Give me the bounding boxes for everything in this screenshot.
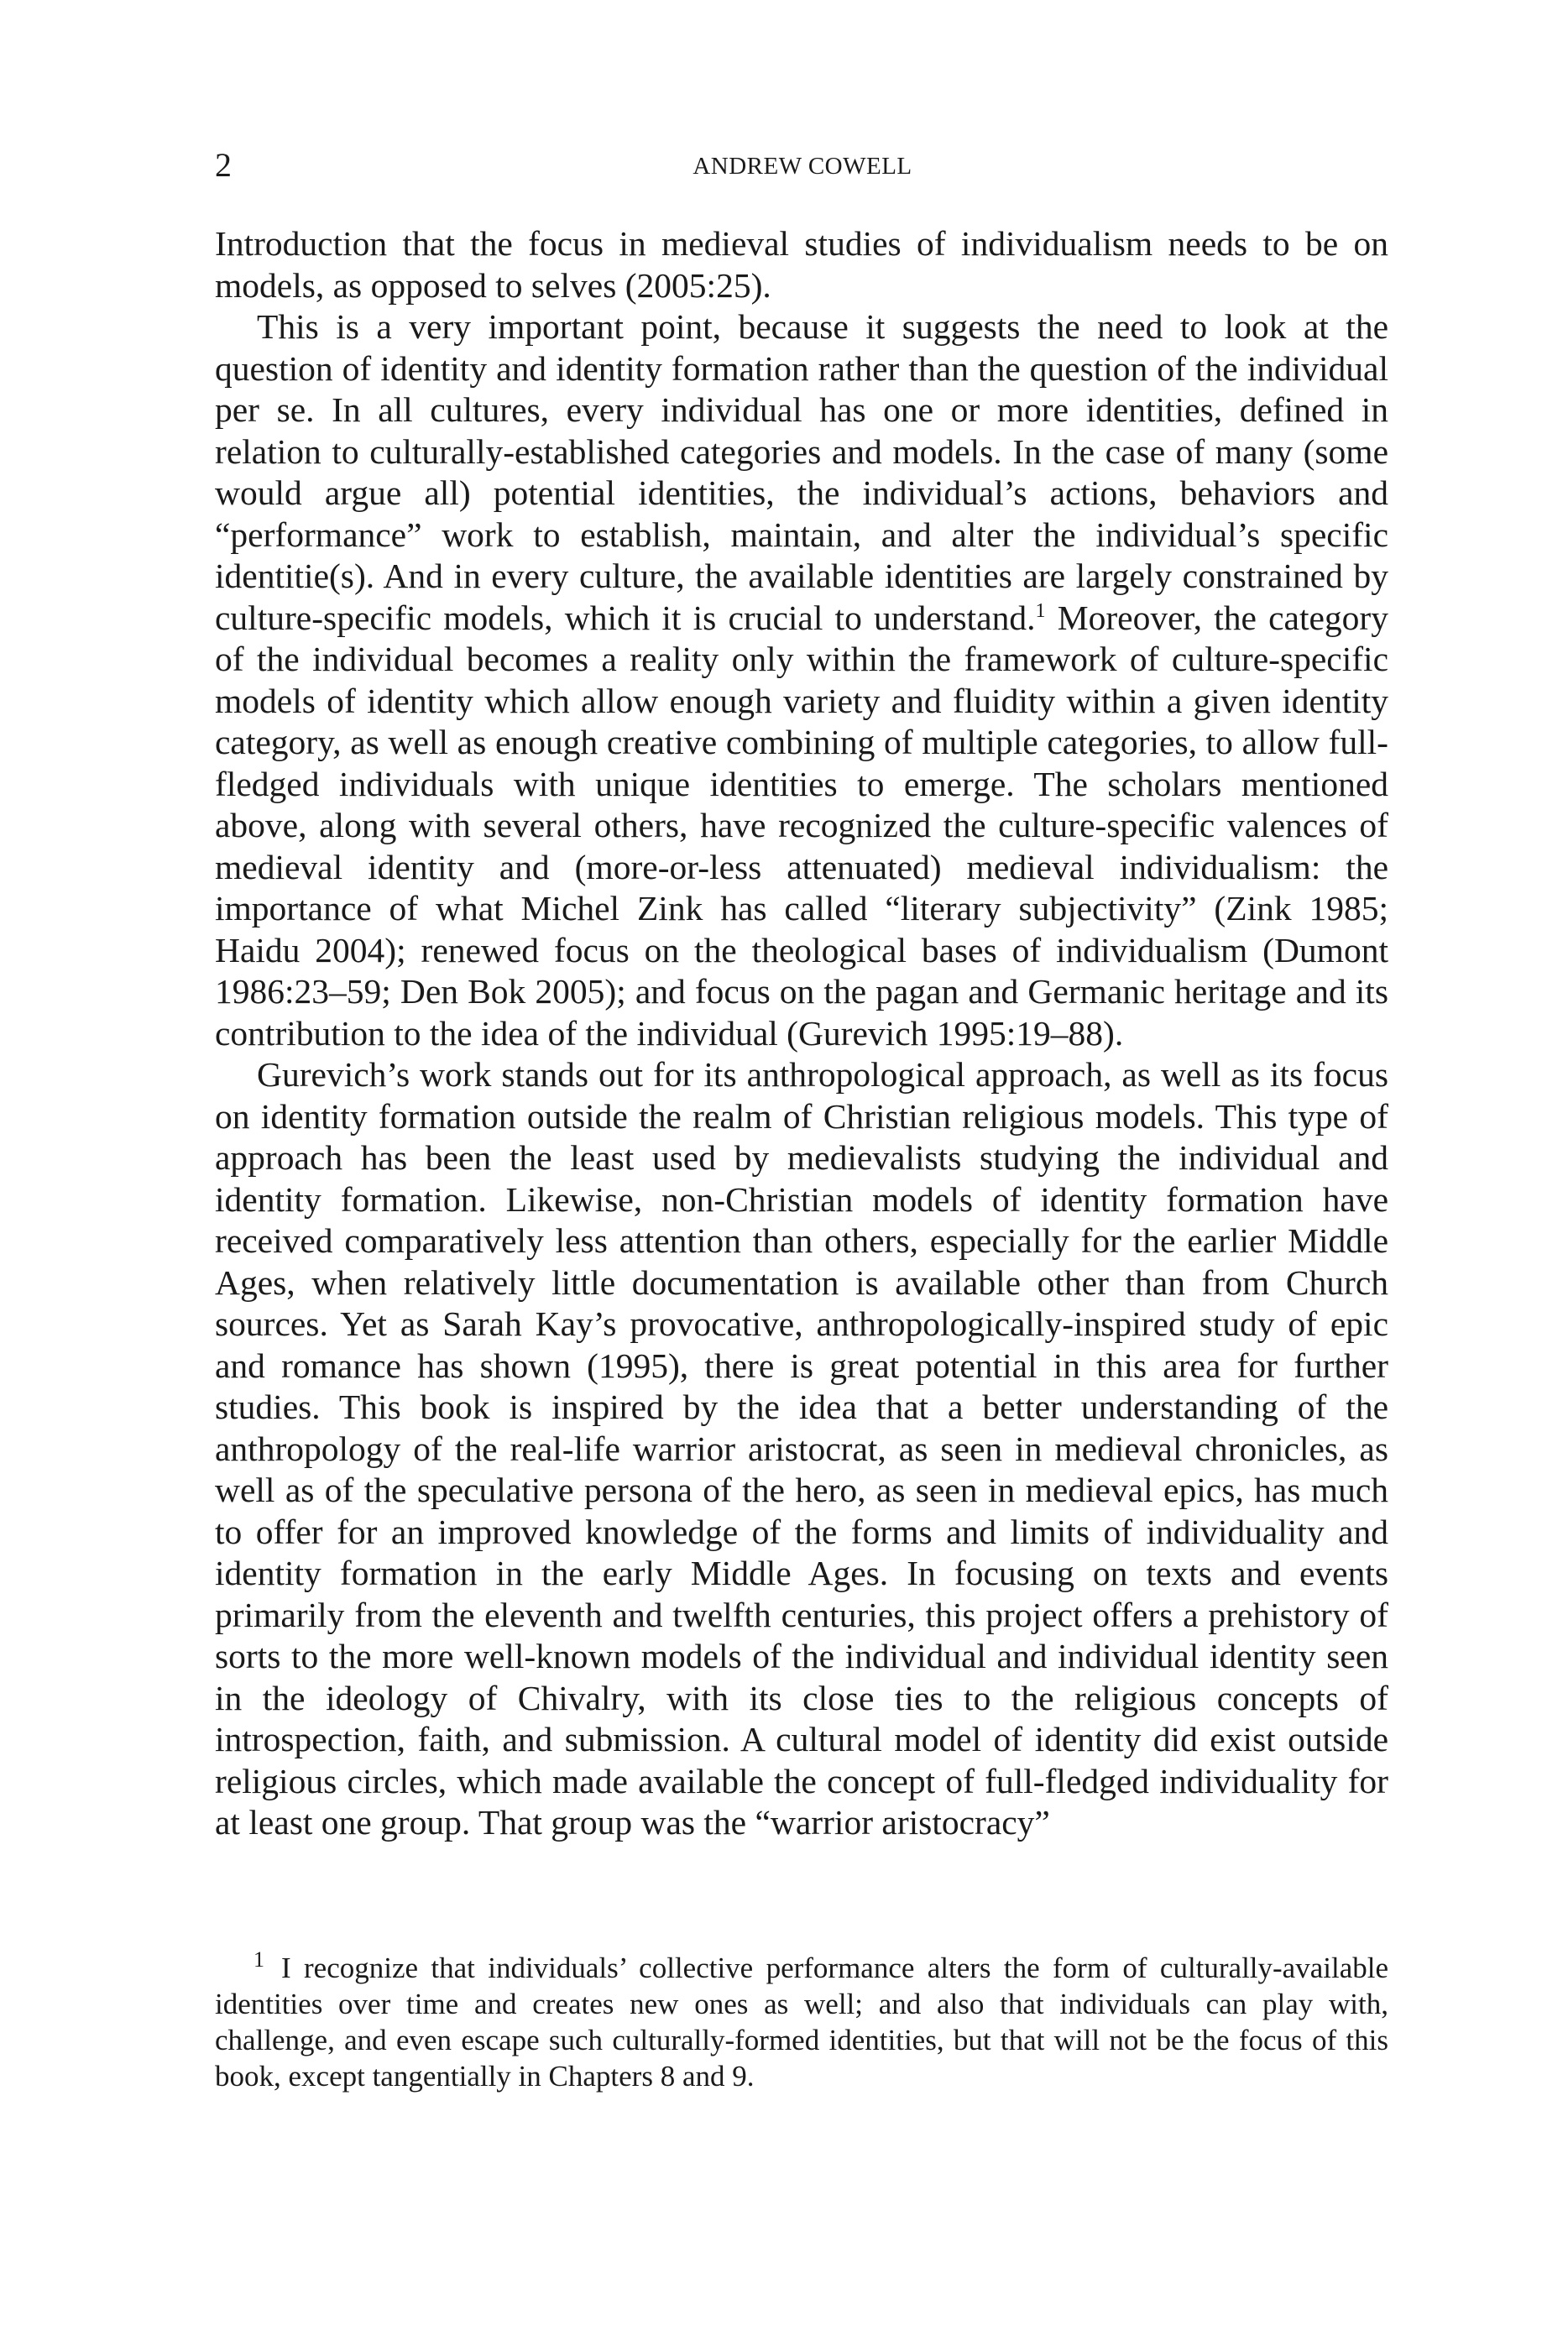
- footnotes: [215, 1947, 1388, 2094]
- footnote-1: [215, 1947, 1388, 2094]
- paragraph-3: Gurevich’s work stands out for its anthropological approach, as well as its focus on identity formation outside the realm of Christian religious models. This type of approach has been the least used by medievalists studying the individual and identity formation. Likewise, non-Christian models of identity formation have received comparatively less attention than others, especially for the earlier Middle Ages, when relatively little documentation is available other than from Church sources. Yet as Sarah Kay’s provocative, anthropologically-inspired study of epic and romance has shown (1995), there is great potential in this area for further studies. This book is inspired by the idea that a better understanding of the anthropology of the real-life warrior aristocrat, as seen in medieval chronicles, as well as of the speculative persona of the hero, as seen in medieval epics, has much to offer for an improved knowledge of the forms and limits of individuality and identity formation in the early Middle Ages. In focusing on texts and events primarily from the eleventh and twelfth centuries, this project offers a prehistory of sorts to the more well-known models of the individual and individual identity seen in the ideology of Chivalry, with its close ties to the religious concepts of introspection, faith, and submission. A cultural model of identity did exist outside religious circles, which made available the concept of full-fledged individuality for at least one group. That group was the “warrior aristocracy”: [215, 1055, 1388, 1842]
- page-number: 2: [215, 146, 232, 184]
- body-text: [215, 223, 1388, 1844]
- running-title: ANDREW COWELL: [693, 153, 912, 180]
- footnote-reference-1[interactable]: 1: [1035, 599, 1046, 622]
- running-head: [215, 144, 1390, 186]
- paragraph-2-text-b: Moreover, the category of the individual becomes a reality only within the framework of culture-specific models of identity which allow enough variety and fluidity within a given identity category, as well as enough creative combining of multiple categories, to allow full-fledged individuals with unique identities to emerge. The scholars mentioned above, along with several others, have recognized the culture-specific valences of medieval identity and (more-or-less attenuated) medieval individualism: the importance of what Michel Zink has called “literary subjectivity” (Zink 1985; Haidu 2004); renewed focus on the theological bases of individualism (Dumont 1986:23–59; Den Bok 2005); and focus on the pagan and Germanic heritage and its contribution to the idea of the individual (Gurevich 1995:19–88).: [215, 598, 1388, 1053]
- footnote-number: 1: [253, 1947, 264, 1973]
- footnote-text: I recognize that individuals’ collective performance alters the form of culturally-available identities over time and creates new ones as well; and also that individuals can play with, challenge, and even escape such culturally-formed identities, but that will not be the focus of this book, except tangentially in Chapters 8 and 9.: [215, 1952, 1388, 2093]
- paragraph-2-text-a: This is a very important point, because it suggests the need to look at the question of identity and identity formation rather than the question of the individual per se. In all cultures, every individual has one or more identities, defined in relation to culturally-established categories and models. In the case of many (some would argue all) potential identities, the individual’s actions, behaviors and “performance” work to establish, maintain, and alter the individual’s specific identitie(s). And in every culture, the available identities are largely constrained by culture-specific models, which it is crucial to understand.: [215, 307, 1388, 637]
- paragraph-1: Introduction that the focus in medieval studies of individualism needs to be on models, as opposed to selves (2005:25).: [215, 224, 1388, 305]
- paragraph-2: [215, 306, 1388, 1054]
